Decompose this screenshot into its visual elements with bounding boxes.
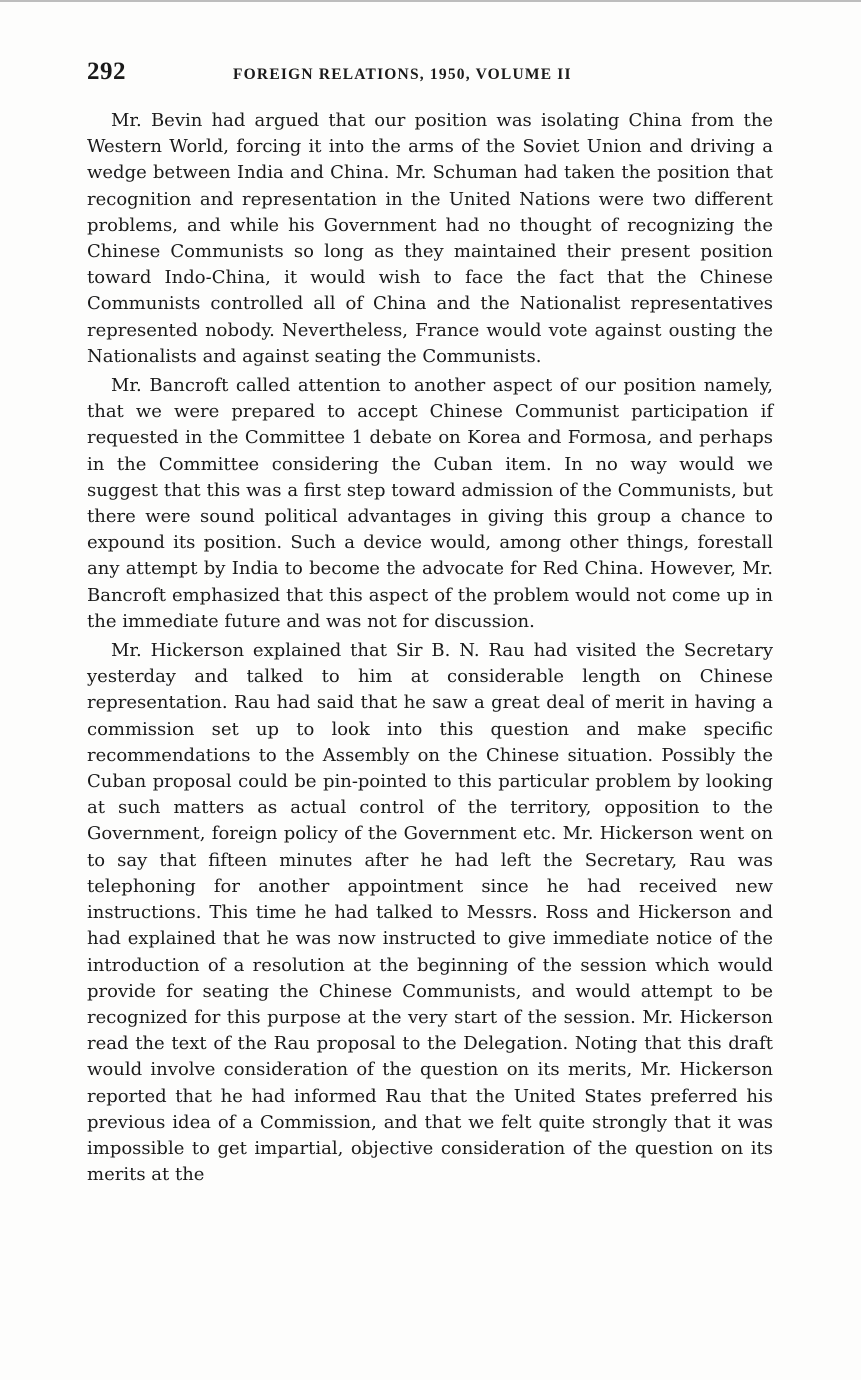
page-number: 292 — [87, 58, 126, 85]
paragraph-bevin-schuman: Mr. Bevin had argued that our position was isolating China from the Western World, forcing it into the arms of the Soviet Union and driving a wedge between India and China. Mr. Schuman had taken the position that recognition and representation in the United Nations were two different problems, and while his Government had no thought of recognizing the Chinese Communists so long as they maintained their present position toward Indo-China, it would wish to face the fact that the Chinese Communists controlled all of China and the Nationalist representatives represented nobody. Nevertheless, France would vote against ousting the Nationalists and against seating the Communists. — [87, 110, 773, 367]
paragraph-hickerson-rau: Mr. Hickerson explained that Sir B. N. Rau had visited the Secretary yesterday and talked to him at considerable length on Chinese representation. Rau had said that he saw a great deal of merit in having a commission set up to look into this question and make specific recommendations to the Assembly on the Chinese situation. Possibly the Cuban proposal could be pin-pointed to this particular problem by looking at such matters as actual control of the territory, opposition to the Government, foreign policy of the Government etc. Mr. Hickerson went on to say that fifteen minutes after he had left the Secretary, Rau was telephoning for another appointment since he had received new instructions. This time he had talked to Messrs. Ross and Hickerson and had explained that he was now instructed to give immediate notice of the introduction of a resolution at the beginning of the session which would provide for seating the Chinese Communists, and would attempt to be recognized for this purpose at the very start of the session. Mr. Hickerson read the text of the Rau proposal to the Delegation. Noting that this draft would involve consideration of the question on its merits, Mr. Hickerson reported that he had informed Rau that the United States preferred his previous idea of a Commission, and that we felt quite strongly that it was impossible to get impartial, objective consideration of the question on its merits at the — [87, 640, 773, 1186]
body-text — [87, 108, 773, 1191]
running-head: FOREIGN RELATIONS, 1950, VOLUME II — [233, 66, 572, 83]
paragraph-bancroft: Mr. Bancroft called attention to another aspect of our position namely, that we were prepared to accept Chinese Communist participation if requested in the Committee 1 debate on Korea and Formosa, and perhaps in the Committee considering the Cuban item. In no way would we suggest that this was a first step toward admission of the Communists, but there were sound political advantages in giving this group a chance to expound its position. Such a device would, among other things, forestall any attempt by India to become the advocate for Red China. However, Mr. Bancroft emphasized that this aspect of the problem would not come up in the immediate future and was not for discussion. — [87, 375, 773, 632]
page-header — [87, 58, 777, 90]
top-border-line — [0, 0, 861, 2]
